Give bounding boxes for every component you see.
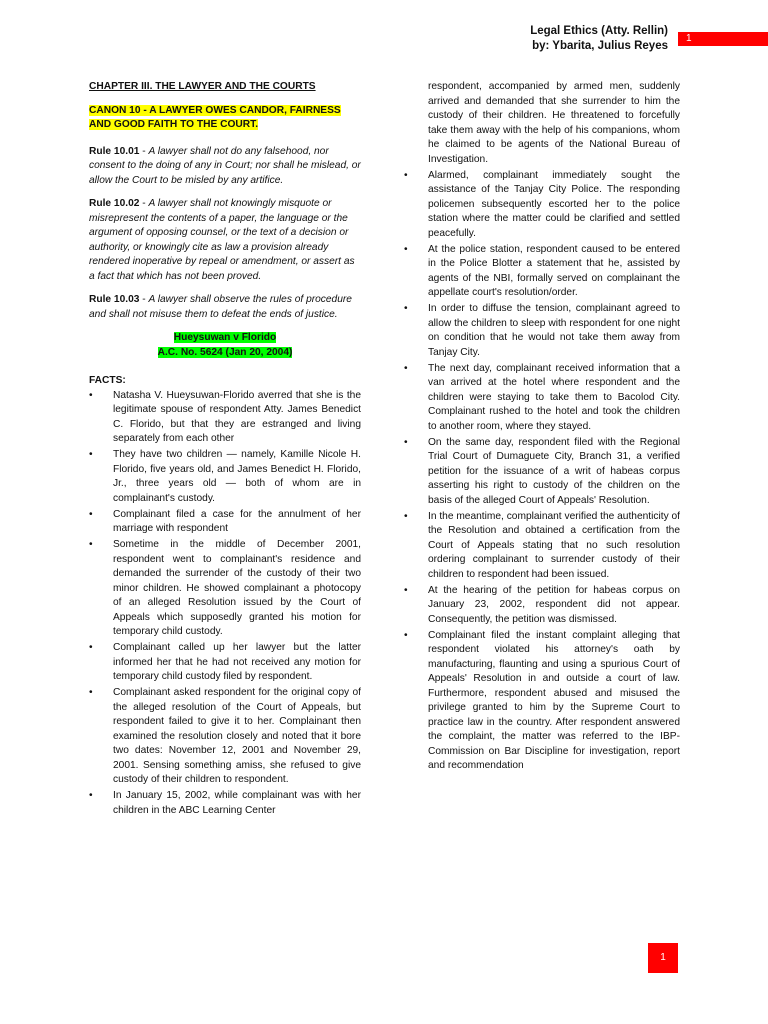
facts-list-right <box>404 169 680 774</box>
list-item: • In the meantime, complainant verified the authenticity of the Resolution and obtained a certification from the Court of Appeals stating that no such resolution ordering complainant to surrender custody of their children to respondent had been issued. <box>404 510 680 583</box>
list-item: • In order to diffuse the tension, complainant agreed to allow the children to sleep with respondent for one night on condition that he would not take them away from Tanjay City. <box>404 302 680 360</box>
header-page-tag: 1 <box>678 32 768 46</box>
facts-list-left <box>89 389 361 819</box>
list-item: • The next day, complainant received information that a van arrived at the hotel where respondent and the children were staying to take them to Bacolod City. Complainant rushed to the hotel and took the children to another room, where they stayed. <box>404 362 680 435</box>
left-column <box>89 80 361 820</box>
rule-separator: - <box>139 145 149 157</box>
list-item: • Natasha V. Hueysuwan-Florido averred that she is the legitimate spouse of respondent Atty. James Benedict C. Florido, but that they are estranged and living separately from each other <box>89 389 361 447</box>
rule-separator: - <box>139 198 149 209</box>
list-item: • Complainant asked respondent for the original copy of the alleged resolution of the Court of Appeals, but respondent failed to give it to her. Complainant then examined the resolution closely and noted that it bore two dates: November 12, 2001 and November 29, 2001. Sensing something amiss, she refused to give custody of their children to respondent. <box>89 686 361 788</box>
rule-number: Rule 10.01 <box>89 145 140 157</box>
list-item: • Complainant filed a case for the annulment of her marriage with respondent <box>89 508 361 537</box>
rule-text: A lawyer shall not do any falsehood, nor consent to the doing of any in Court; nor shall he mislead, or allow the Court to be misled by any artifice. <box>89 145 361 186</box>
case-title <box>89 331 361 360</box>
chapter-heading: CHAPTER III. THE LAWYER AND THE COURTS <box>89 81 316 92</box>
facts-label: FACTS: <box>89 375 126 386</box>
list-item: • Complainant called up her lawyer but the latter informed her that he had not received any motion for temporary child custody filed by respondent. <box>89 641 361 685</box>
footer-page-number: 1 <box>648 943 678 973</box>
list-item: • Alarmed, complainant immediately sought the assistance of the Tanjay City Police. The responding policemen subsequently escorted her to the police station where the matter could be clarified and settled peacefully. <box>404 169 680 242</box>
case-number: A.C. No. 5624 (Jan 20, 2004) <box>157 346 293 358</box>
right-column <box>428 80 680 775</box>
rule-text: A lawyer shall observe the rules of procedure and shall not misuse them to defeat the ends of justice. <box>89 294 352 320</box>
rule-number: Rule 10.03 <box>89 294 140 305</box>
continued-paragraph: respondent, accompanied by armed men, suddenly arrived and demanded that she surrender to him the custody of their children. He threatened to forcefully take them away with the help of his companions, whom he claimed to be agents of the National Bureau of Investigation. <box>428 81 680 165</box>
header-title: Legal Ethics (Atty. Rellin) <box>530 25 668 37</box>
list-item: • At the police station, respondent caused to be entered in the Police Blotter a statement that he, assisted by agents of the NBI, formally served on complainant the appellate court's resolution/order. <box>404 243 680 301</box>
canon-highlight: CANON 10 - A LAWYER OWES CANDOR, FAIRNESS AND GOOD FAITH TO THE COURT. <box>89 104 341 130</box>
list-item: • They have two children — namely, Kamille Nicole H. Florido, five years old, and James Benedict H. Florido, Jr., three years old — both of whom are in complainant's custody. <box>89 448 361 506</box>
list-item: • At the hearing of the petition for habeas corpus on January 23, 2002, respondent did not appear. Consequently, the petition was dismissed. <box>404 584 680 628</box>
rule-10-03 <box>89 293 361 322</box>
rule-10-02 <box>89 197 361 284</box>
rule-number: Rule 10.02 <box>89 198 140 209</box>
rule-separator: - <box>139 294 149 305</box>
list-item: • Sometime in the middle of December 2001, respondent went to complainant's residence and demanded the surrender of the custody of their two minor children. He showed complainant a photocopy of an alleged Resolution issued by the Court of Appeals which supposedly granted his motion for temporary child custody. <box>89 538 361 640</box>
canon-heading <box>89 104 361 133</box>
rule-text: A lawyer shall not knowingly misquote or misrepresent the contents of a paper, the language or the argument of opposing counsel, or the text of a decision or authority, or knowingly cite as law a provision already rendered inoperative by repeal or amendment, or assert as a fact that which has not been proved. <box>89 198 355 282</box>
header-author: by: Ybarita, Julius Reyes <box>532 40 668 52</box>
case-name: Hueysuwan v Florido <box>173 332 277 343</box>
document-header <box>530 24 668 54</box>
list-item: • On the same day, respondent filed with the Regional Trial Court of Dumaguete City, Branch 31, a verified petition for the issuance of a writ of habeas corpus asserting his right to custody of the children on the basis of the alleged Court of Appeals' Resolution. <box>404 436 680 509</box>
list-item: • In January 15, 2002, while complainant was with her children in the ABC Learning Center <box>89 789 361 818</box>
rule-10-01 <box>89 145 361 189</box>
list-item: • Complainant filed the instant complaint alleging that respondent violated his attorney's oath by manufacturing, flaunting and using a spurious Court of Appeals' Resolution in and outside a court of law. Furthermore, respondent abused and misused the privilege granted to him by the Supreme Court to practice law in the country. After respondent answered the complaint, the matter was referred to the IBP-Commission on Bar Discipline for investigation, report and recommendation <box>404 629 680 774</box>
